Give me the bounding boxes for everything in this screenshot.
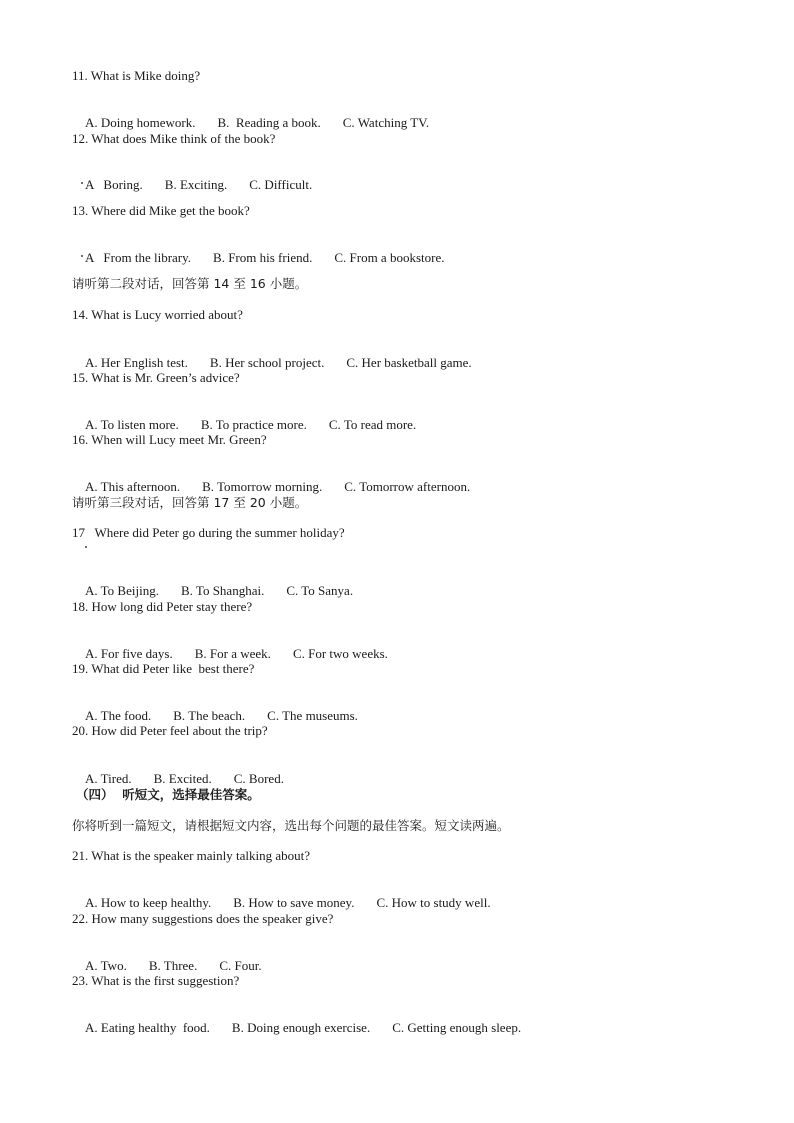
option-16c: C. Tomorrow afternoon. [344,479,471,494]
question-21: 21. What is the speaker mainly talking about? [72,848,311,863]
stray-dot [85,546,87,548]
options-13 [72,234,444,282]
option-21c: C. How to study well. [376,895,491,910]
option-18b: B. For a week. [194,646,271,661]
instruction-part2: 请听第二段对话，回答第 14 至 16 小题。 [72,276,308,291]
option-14c: C. Her basketball game. [346,355,472,370]
option-16b: B. Tomorrow morning. [202,479,323,494]
option-11b: B. Reading a book. [217,115,321,130]
question-12: 12. What does Mike think of the book? [72,131,276,146]
question-20: 20. How did Peter feel about the trip? [72,723,268,738]
question-23: 23. What is the first suggestion? [72,973,240,988]
question-14: 14. What is Lucy worried about? [72,307,243,322]
option-11c: C. Watching TV. [342,115,430,130]
option-12b: B. Exciting. [164,177,228,192]
option-20b: B. Excited. [153,771,212,786]
option-14a: A. Her English test. [85,355,188,370]
option-22b: B. Three. [148,958,198,973]
option-14b: B. Her school project. [209,355,325,370]
option-19b: B. The beach. [173,708,246,723]
option-22c: C. Four. [219,958,262,973]
question-16: 16. When will Lucy meet Mr. Green? [72,432,267,447]
question-17: 17 Where did Peter go during the summer holiday? [72,525,345,540]
option-21a: A. How to keep healthy. [85,895,212,910]
section-heading-4: （四） 听短文，选择最佳答案。 [76,787,260,802]
question-19: 19. What did Peter like best there? [72,661,255,676]
option-21b: B. How to save money. [233,895,355,910]
option-13a: A From the library. [85,250,192,265]
stray-dot [81,182,83,184]
option-17a: A. To Beijing. [85,583,159,598]
option-18a: A. For five days. [85,646,173,661]
options-12 [72,161,312,209]
option-15b: B. To practice more. [200,417,307,432]
option-15a: A. To listen more. [85,417,179,432]
option-12a: A Boring. [85,177,143,192]
question-13: 13. Where did Mike get the book? [72,203,250,218]
question-11: 11. What is Mike doing? [72,68,201,83]
option-16a: A. This afternoon. [85,479,181,494]
option-12c: C. Difficult. [249,177,313,192]
option-22a: A. Two. [85,958,127,973]
instruction-part4: 你将听到一篇短文，请根据短文内容，选出每个问题的最佳答案。短文读两遍。 [72,818,510,833]
question-15: 15. What is Mr. Green’s advice? [72,370,240,385]
option-17c: C. To Sanya. [286,583,354,598]
option-23b: B. Doing enough exercise. [231,1020,371,1035]
option-23a: A. Eating healthy food. [85,1020,210,1035]
option-20c: C. Bored. [233,771,284,786]
option-20a: A. Tired. [85,771,132,786]
instruction-part3: 请听第三段对话，回答第 17 至 20 小题。 [72,495,308,510]
option-23c: C. Getting enough sleep. [392,1020,522,1035]
option-15c: C. To read more. [328,417,417,432]
option-19c: C. The museums. [267,708,358,723]
option-19a: A. The food. [85,708,152,723]
option-11a: A. Doing homework. [85,115,196,130]
stray-dot [81,255,83,257]
question-22: 22. How many suggestions does the speaker give? [72,911,334,926]
option-18c: C. For two weeks. [292,646,388,661]
options-23 [72,1004,521,1052]
option-13b: B. From his friend. [213,250,313,265]
question-18: 18. How long did Peter stay there? [72,599,253,614]
option-17b: B. To Shanghai. [180,583,265,598]
option-13c: C. From a bookstore. [334,250,445,265]
